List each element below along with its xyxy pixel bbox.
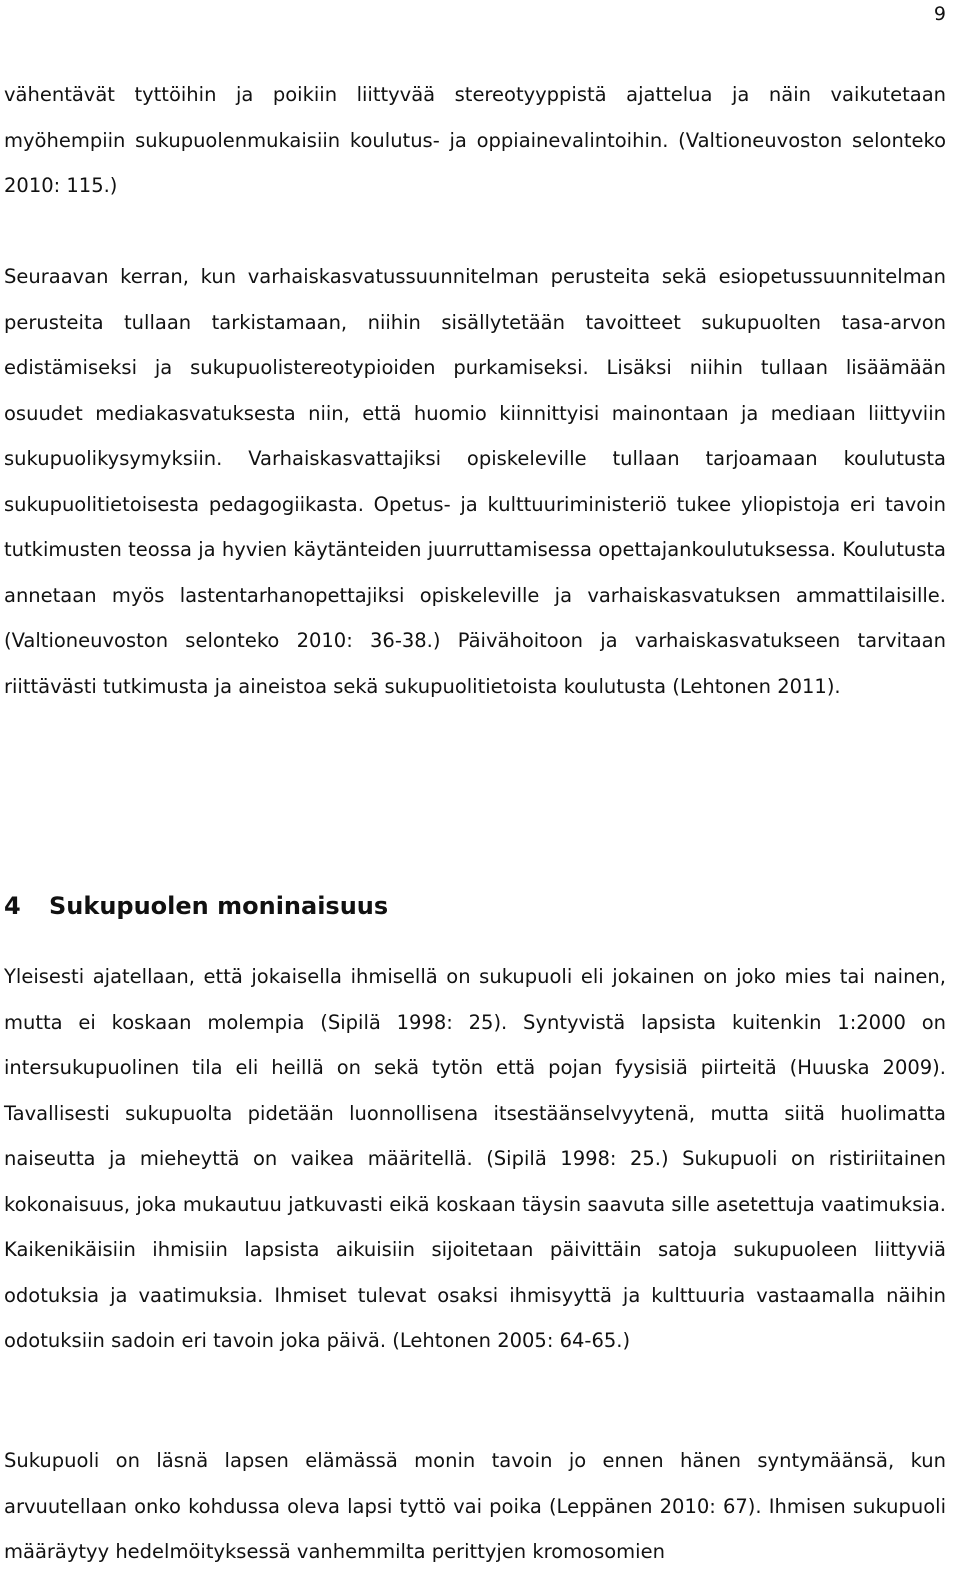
section-title: Sukupuolen moninaisuus — [49, 892, 389, 920]
paragraph-gender-definition: Yleisesti ajatellaan, että jokaisella ihmisellä on sukupuoli eli jokainen on joko mies tai nainen, mutta ei koskaan molempia (Sipilä 1998: 25). Syntyvistä lapsista kuitenkin 1:2000 on intersukupuolinen tila eli heillä on sekä tytön että pojan fyysisiä piirteitä (Huuska 2009). Tavallisesti sukupuolta pidetään luonnollisena itsestäänselvyytenä, mutta siitä huolimatta naiseutta ja mieheyttä on vaikea määritellä. (Sipilä 1998: 25.) Sukupuoli on ristiriitainen kokonaisuus, joka mukautuu jatkuvasti eikä koskaan täysin saavuta sille asetettuja vaatimuksia. Kaikenikäisiin ihmisiin lapsista aikuisiin sijoitetaan päivittäin satoja sukupuoleen liittyviä odotuksia ja vaatimuksia. Ihmiset tulevat osaksi ihmisyyttä ja kulttuuria vastaamalla näihin odotuksiin sadoin eri tavoin joka päivä. (Lehtonen 2005: 64-65.) — [4, 965, 946, 1352]
paragraph-gender-presence: Sukupuoli on läsnä lapsen elämässä monin tavoin jo ennen hänen syntymäänsä, kun arvuutellaan onko kohdussa oleva lapsi tyttö vai poika (Leppänen 2010: 67). Ihmisen sukupuoli määräytyy hedelmöityksessä vanhemmilta perittyjen kromosomien — [4, 1449, 946, 1563]
paragraph-curriculum: Seuraavan kerran, kun varhaiskasvatussuunnitelman perusteita sekä esiopetussuunnitelman perusteita tullaan tarkistamaan, niihin sisällytetään tavoitteet sukupuolten tasa-arvon edistämiseksi ja sukupuolistereotypioiden purkamiseksi. Lisäksi niihin tullaan lisäämään osuudet mediakasvatuksesta niin, että huomio kiinnittyisi mainontaan ja mediaan liittyviin sukupuolikysymyksiin. Varhaiskasvattajiksi opiskeleville tullaan tarjoamaan koulutusta sukupuolitietoisesta pedagogiikasta. Opetus- ja kulttuuriministeriö tukee yliopistoja eri tavoin tutkimusten teossa ja hyvien käytänteiden juurruttamisessa opettajankoulutuksessa. Koulutusta annetaan myös lastentarhanopettajiksi opiskeleville ja varhaiskasvatuksen ammattilaisille. (Valtioneuvoston selonteko 2010: 36-38.) Päivähoitoon ja varhaiskasvatukseen tarvitaan riittävästi tutkimusta ja aineistoa sekä sukupuolitietoista koulutusta (Lehtonen 2011). — [4, 265, 946, 698]
paragraph-intro: vähentävät tyttöihin ja poikiin liittyvää stereotyyppistä ajattelua ja näin vaikutetaan myöhempiin sukupuolenmukaisiin koulutus- ja oppiainevalintoihin. (Valtioneuvoston selonteko 2010: 115.) — [4, 83, 946, 197]
section-heading — [4, 884, 388, 928]
page-number: 9 — [933, 3, 946, 25]
section-number: 4 — [4, 892, 21, 920]
